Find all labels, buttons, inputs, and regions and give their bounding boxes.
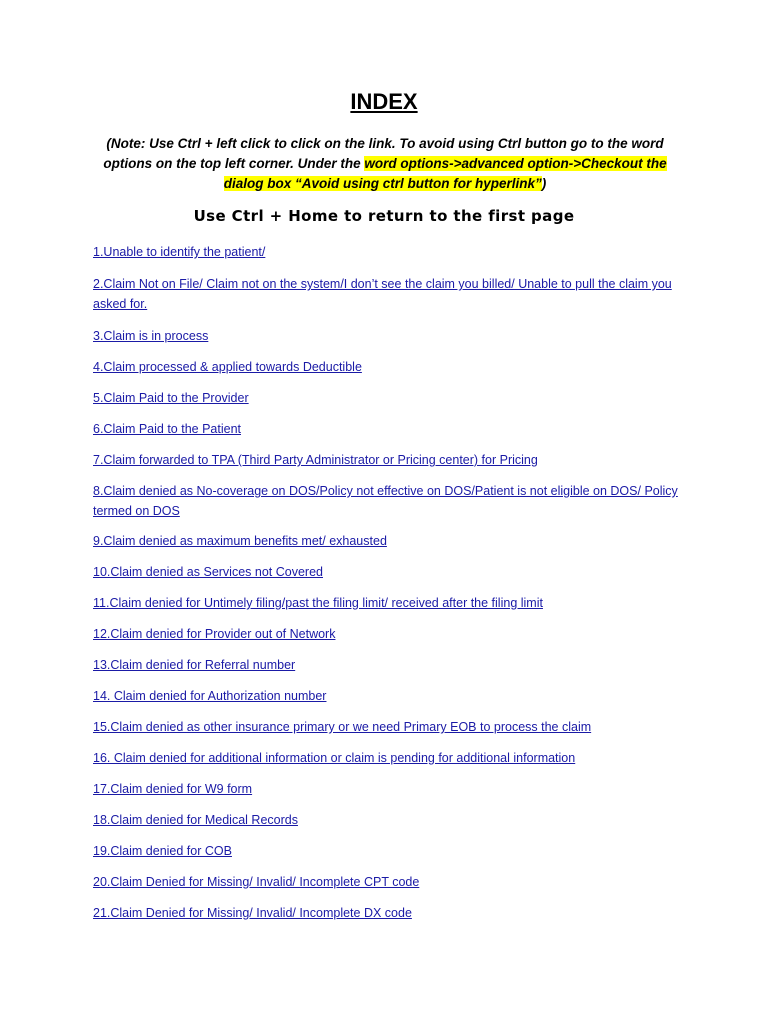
index-link-16[interactable]: 16. Claim denied for additional information or claim is pending for additional information <box>93 751 576 765</box>
index-link-8[interactable]: 8.Claim denied as No-coverage on DOS/Policy not effective on DOS/Patient is not eligible on DOS/ Policy termed on DOS <box>93 484 678 518</box>
index-link-10[interactable]: 10.Claim denied as Services not Covered <box>93 565 323 579</box>
note-text: (Note: Use Ctrl + left click to click on the link. To avoid using Ctrl button go to the word options on the top left corner. Under the <box>103 136 664 171</box>
index-link-7[interactable]: 7.Claim forwarded to TPA (Third Party Administrator or Pricing center) for Pricing <box>93 453 538 467</box>
note-highlight: word options->advanced option->Checkout the dialog box “Avoid using ctrl button for hyperlink” <box>223 156 667 191</box>
index-link-4[interactable]: 4.Claim processed & applied towards Deductible <box>93 360 362 374</box>
index-link-3[interactable]: 3.Claim is in process <box>93 329 209 343</box>
index-link-2[interactable]: 2.Claim Not on File/ Claim not on the system/I don’t see the claim you billed/ Unable to pull the claim you asked for. <box>93 277 672 311</box>
page-title: INDEX <box>350 89 418 114</box>
page-subtitle: Use Ctrl + Home to return to the first page <box>193 207 575 225</box>
index-link-17[interactable]: 17.Claim denied for W9 form <box>93 782 253 796</box>
index-link-9[interactable]: 9.Claim denied as maximum benefits met/ exhausted <box>93 534 387 548</box>
index-link-11[interactable]: 11.Claim denied for Untimely filing/past the filing limit/ received after the filing limit <box>93 596 543 610</box>
index-link-5[interactable]: 5.Claim Paid to the Provider <box>93 391 249 405</box>
index-link-13[interactable]: 13.Claim denied for Referral number <box>93 658 296 672</box>
index-link-1[interactable]: 1.Unable to identify the patient/ <box>93 245 266 259</box>
index-link-14[interactable]: 14. Claim denied for Authorization number <box>93 689 327 703</box>
index-link-18[interactable]: 18.Claim denied for Medical Records <box>93 813 298 827</box>
note-close: ) <box>541 176 547 191</box>
index-link-19[interactable]: 19.Claim denied for COB <box>93 844 232 858</box>
usage-note <box>92 134 678 194</box>
index-link-6[interactable]: 6.Claim Paid to the Patient <box>93 422 241 436</box>
index-link-20[interactable]: 20.Claim Denied for Missing/ Invalid/ Incomplete CPT code <box>93 875 420 889</box>
index-link-21[interactable]: 21.Claim Denied for Missing/ Invalid/ Incomplete DX code <box>93 906 412 920</box>
index-link-15[interactable]: 15.Claim denied as other insurance primary or we need Primary EOB to process the claim <box>93 720 592 734</box>
index-link-12[interactable]: 12.Claim denied for Provider out of Network <box>93 627 336 641</box>
